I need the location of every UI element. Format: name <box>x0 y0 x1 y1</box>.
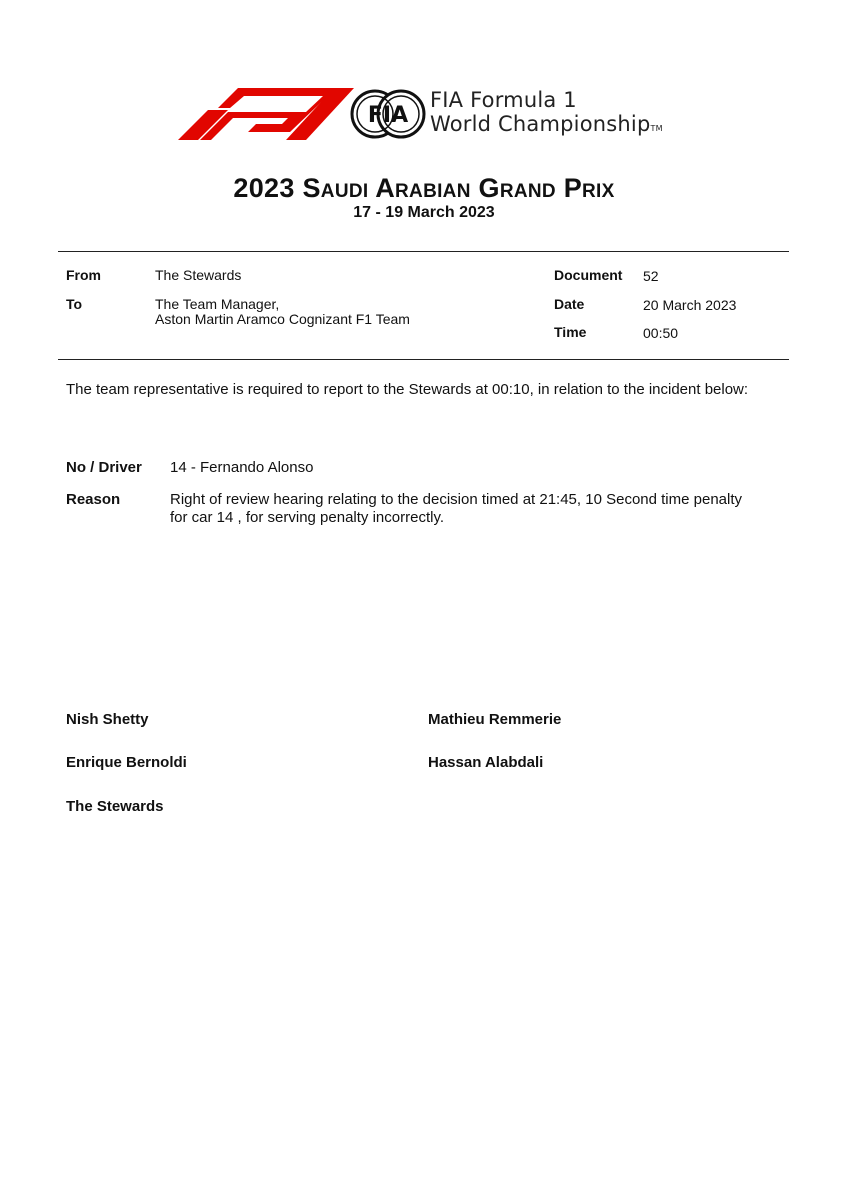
driver-value: 14 - Fernando Alonso <box>170 459 314 476</box>
fia-emblem-text: FIA <box>367 103 409 128</box>
time-label: Time <box>554 324 587 340</box>
trademark-mark: TM <box>650 123 663 133</box>
driver-label: No / Driver <box>66 459 142 476</box>
header-divider-bottom <box>58 359 789 360</box>
to-value <box>155 297 410 327</box>
fia-emblem-icon <box>350 86 426 142</box>
summons-text: The team representative is required to report to the Stewards at 00:10, in relation to the incident below: <box>66 381 749 398</box>
to-label: To <box>66 296 83 312</box>
steward-signatory: Hassan Alabdali <box>428 754 544 771</box>
time-value: 00:50 <box>643 325 679 341</box>
event-title <box>0 173 848 204</box>
document-label: Document <box>554 267 623 283</box>
event-dates: 17 - 19 March 2023 <box>353 204 495 221</box>
to-line-1: The Team Manager, <box>155 296 280 312</box>
date-value: 20 March 2023 <box>643 297 737 313</box>
stewards-closing: The Stewards <box>66 798 164 815</box>
header-divider-top <box>58 251 789 252</box>
to-line-2: Aston Martin Aramco Cognizant F1 Team <box>155 311 410 327</box>
steward-signatory: Nish Shetty <box>66 711 149 728</box>
brand-line-1: FIA Formula 1 <box>430 87 577 112</box>
header-logos <box>178 86 663 142</box>
from-value: The Stewards <box>155 267 242 283</box>
f1-logo-icon <box>178 88 354 140</box>
date-label: Date <box>554 296 585 312</box>
reason-label: Reason <box>66 491 121 508</box>
event-name: Saudi Arabian Grand Prix <box>302 173 615 203</box>
steward-signatory: Enrique Bernoldi <box>66 754 187 771</box>
reason-value: Right of review hearing relating to the decision timed at 21:45, 10 Second time penalty for car 14 , for serving penalty incorrectly. <box>170 491 743 526</box>
document-number: 52 <box>643 268 659 284</box>
from-label: From <box>66 267 101 283</box>
championship-name <box>430 88 663 141</box>
brand-line-2: World Championship <box>430 111 651 136</box>
event-year: 2023 <box>233 173 295 203</box>
steward-signatory: Mathieu Remmerie <box>428 711 562 728</box>
